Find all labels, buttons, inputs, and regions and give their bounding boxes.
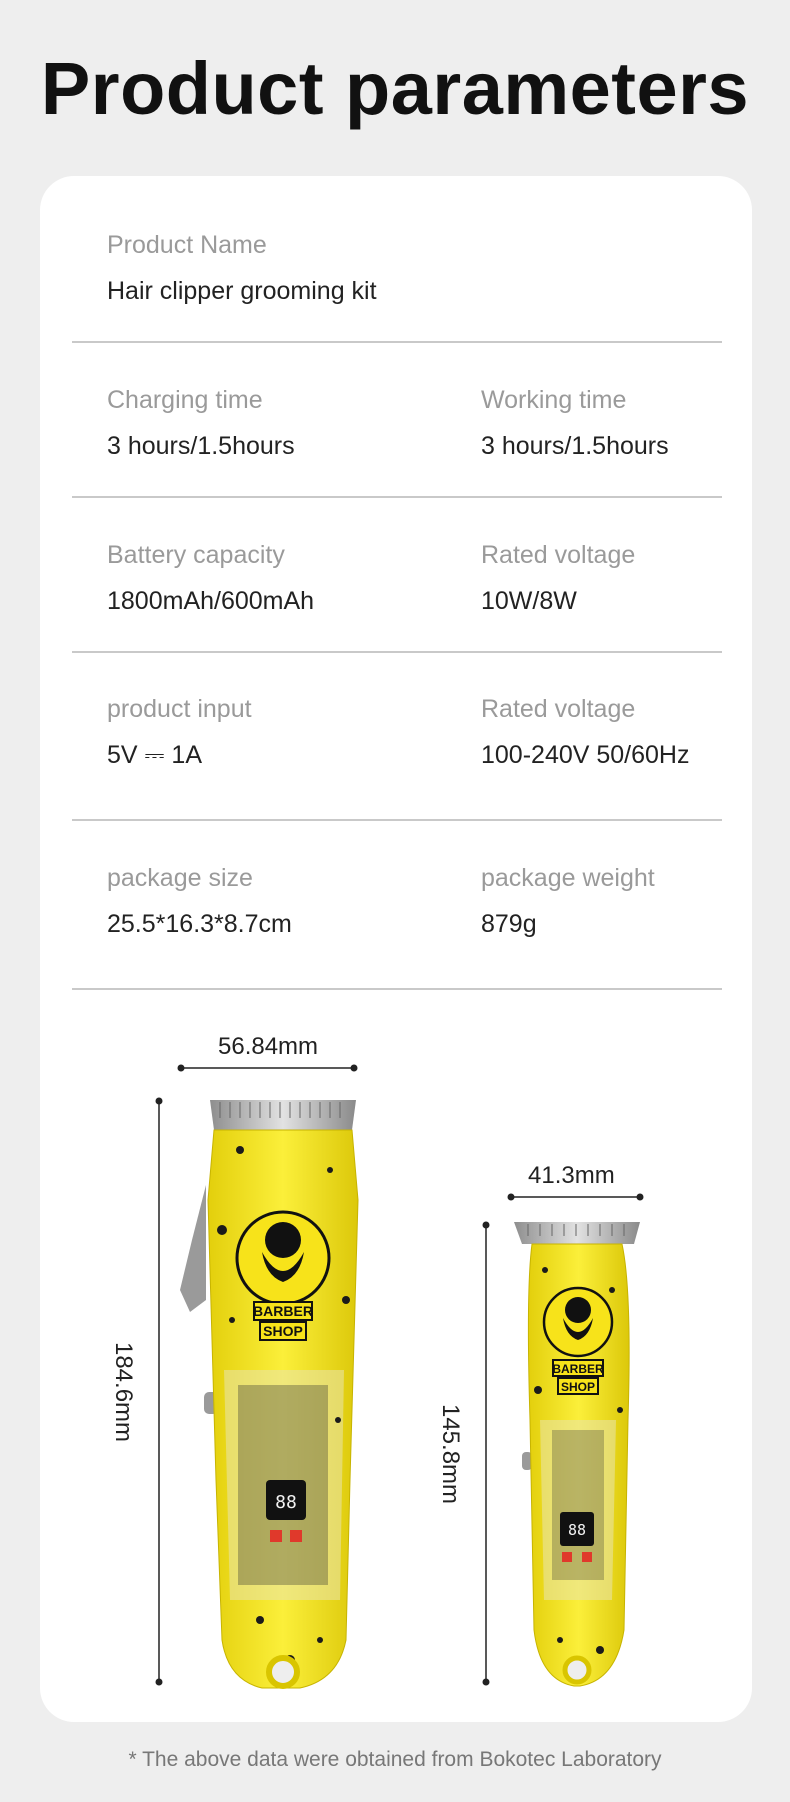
large-height-label: 184.6mm <box>110 1341 138 1443</box>
small-width-dimension-line <box>508 1194 644 1201</box>
working-time-value: 3 hours/1.5hours <box>481 432 669 460</box>
small-clipper-image <box>514 1222 640 1686</box>
small-badge-line2: SHOP <box>560 1380 596 1394</box>
rated-voltage-label: Rated voltage <box>481 541 636 569</box>
package-size-value: 25.5*16.3*8.7cm <box>107 910 292 938</box>
large-height-dimension-line <box>156 1098 163 1686</box>
large-badge-line1: BARBER <box>253 1303 313 1319</box>
large-width-label: 56.84mm <box>218 1033 319 1060</box>
battery-capacity-value: 1800mAh/600mAh <box>107 587 315 615</box>
small-height-label: 145.8mm <box>437 1403 465 1505</box>
charging-time-value: 3 hours/1.5hours <box>107 432 295 460</box>
product-name-value: Hair clipper grooming kit <box>107 277 377 305</box>
footnote: * The above data were obtained from Bokotec Laboratory <box>128 1748 662 1771</box>
large-clipper-image <box>180 1100 358 1688</box>
svg-text:88: 88 <box>275 1492 297 1513</box>
package-size-label: package size <box>107 864 253 892</box>
svg-text:88: 88 <box>567 1521 587 1539</box>
product-input-value: 5V ⎓ 1A <box>107 741 202 769</box>
working-time-label: Working time <box>481 386 627 414</box>
charging-time-label: Charging time <box>107 386 263 414</box>
battery-capacity-label: Battery capacity <box>107 541 285 569</box>
small-width-label: 41.3mm <box>528 1162 615 1189</box>
product-input-label: product input <box>107 695 252 723</box>
package-weight-value: 879g <box>481 910 537 938</box>
package-weight-label: package weight <box>481 864 655 892</box>
product-name-label: Product Name <box>107 231 267 259</box>
small-height-dimension-line <box>483 1222 490 1686</box>
page-title: Product parameters <box>40 47 750 130</box>
small-badge-line1: BARBER <box>552 1362 604 1376</box>
large-badge-line2: SHOP <box>263 1323 303 1339</box>
rated-voltage-value: 100-240V 50/60Hz <box>481 741 690 769</box>
large-width-dimension-line <box>178 1065 358 1072</box>
rated-voltage-value: 10W/8W <box>481 587 577 615</box>
rated-voltage-label: Rated voltage <box>481 695 636 723</box>
